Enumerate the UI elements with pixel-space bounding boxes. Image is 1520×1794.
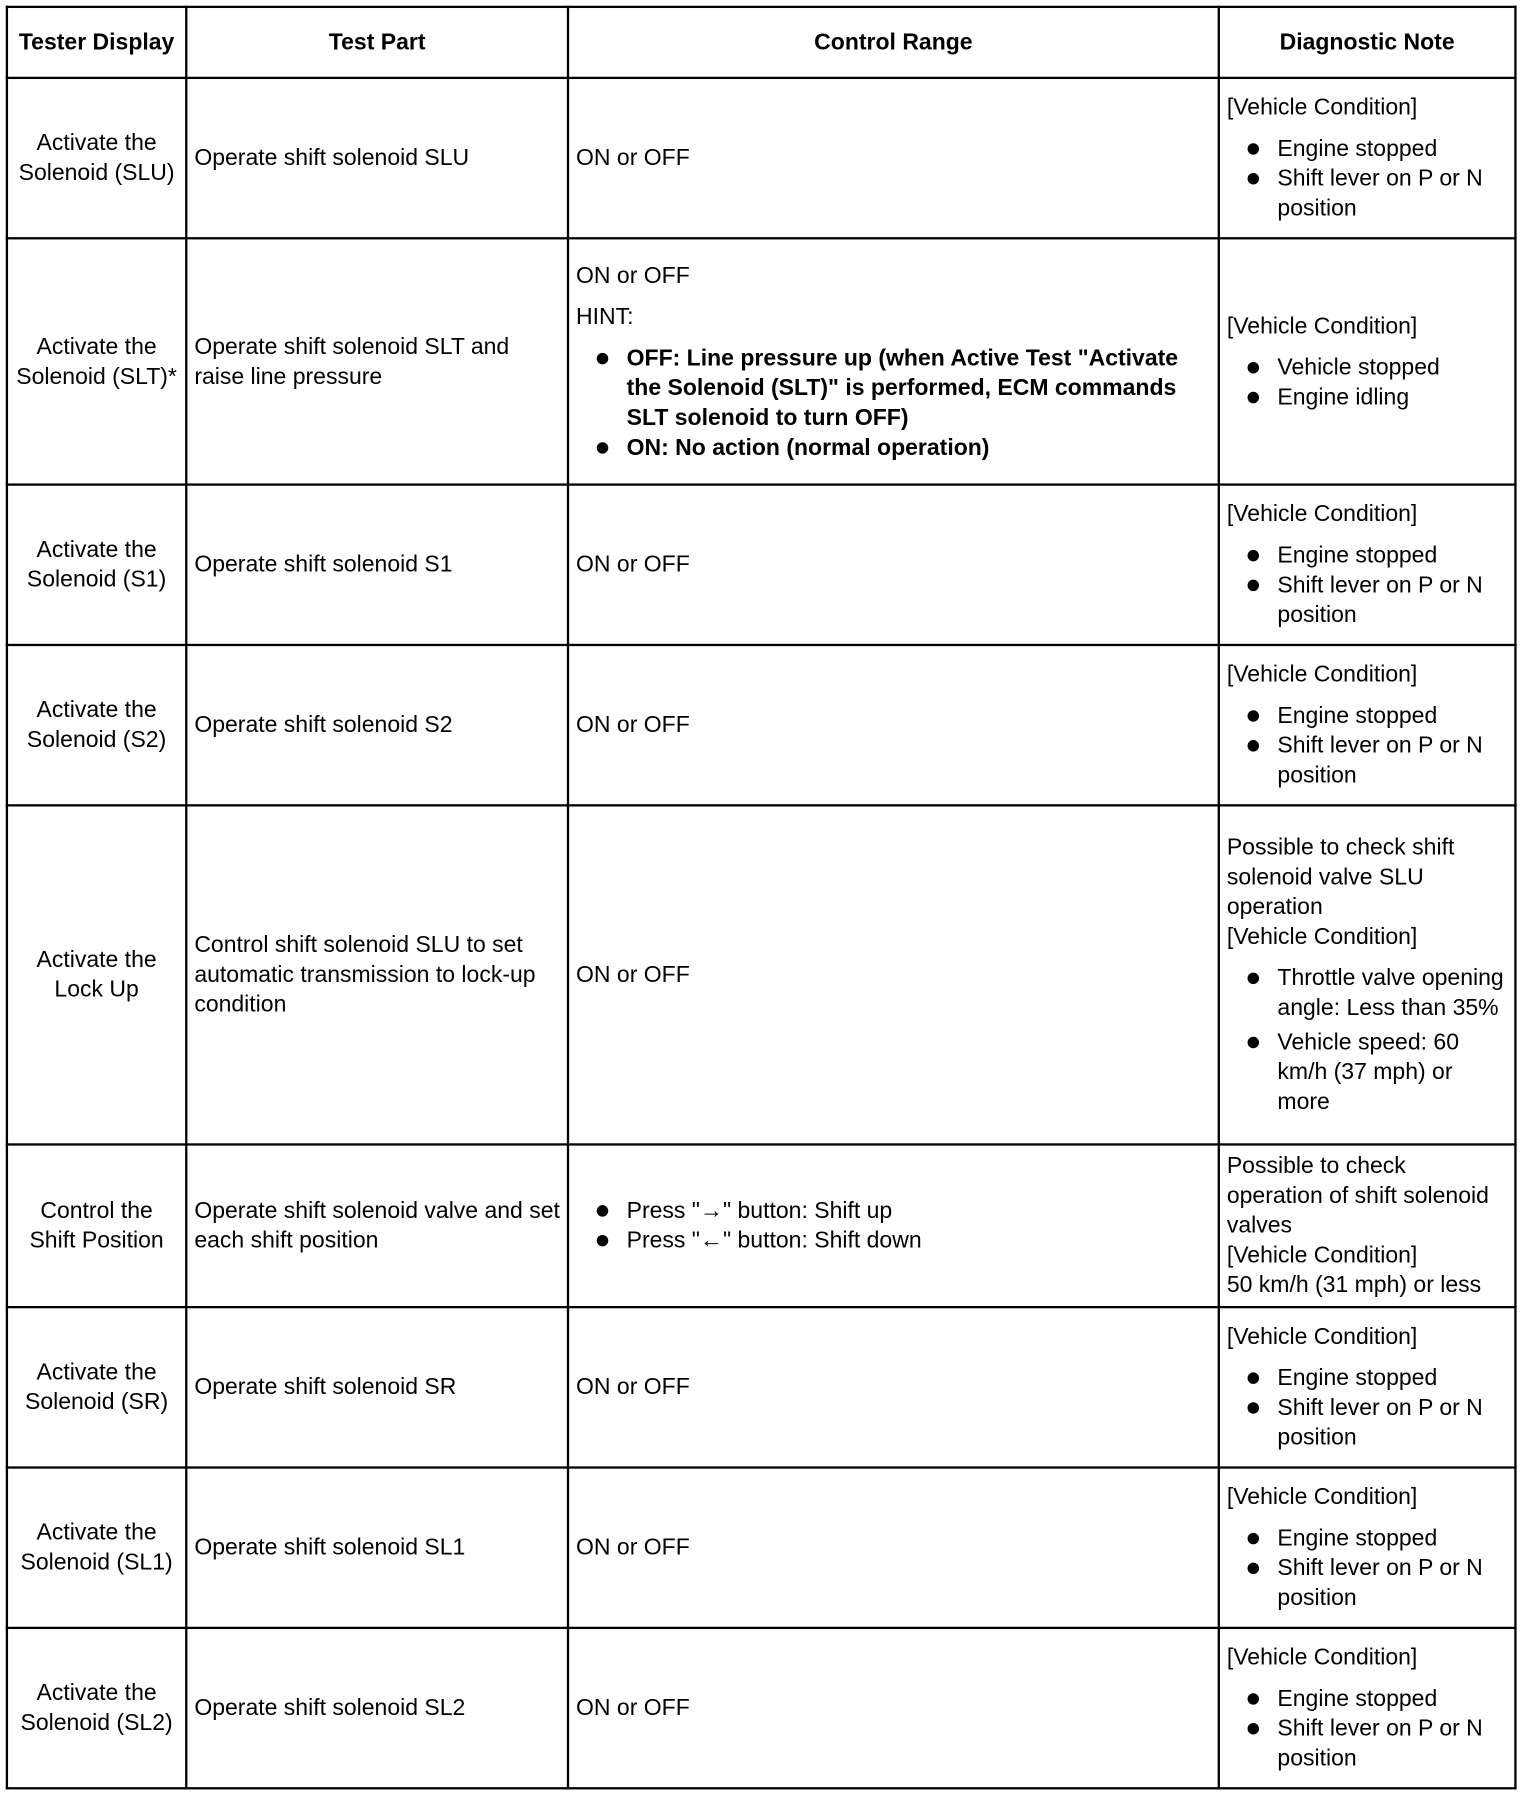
vehicle-condition-label: [Vehicle Condition] — [1226, 924, 1418, 950]
control-range-cell: ON or OFF — [568, 1468, 1219, 1628]
header-control-range: Control Range — [568, 7, 1219, 78]
active-test-table — [6, 6, 1517, 1790]
hint-label: HINT: — [576, 304, 634, 330]
diagnostic-note-cell — [1219, 805, 1516, 1144]
list-item: Throttle valve opening angle: Less than 35% — [1227, 963, 1508, 1023]
tester-display-cell: Activate the Solenoid (SL2) — [7, 1628, 186, 1788]
table-row — [7, 485, 1516, 645]
control-range-cell: ON or OFF — [568, 1628, 1219, 1788]
table-row — [7, 78, 1516, 238]
test-part-cell: Operate shift solenoid S2 — [186, 645, 568, 805]
header-row — [7, 7, 1516, 78]
list-item: Shift lever on P or N position — [1227, 1714, 1508, 1774]
list-item: Shift lever on P or N position — [1227, 731, 1508, 791]
list-item: Vehicle speed: 60 km/h (37 mph) or more — [1227, 1028, 1508, 1117]
table-row — [7, 1144, 1516, 1307]
tester-display-cell: Activate the Solenoid (SL1) — [7, 1468, 186, 1628]
note-description: Possible to check operation of shift solenoid valves — [1226, 1153, 1489, 1239]
condition-list — [1227, 352, 1508, 412]
tester-display-cell: Activate the Solenoid (SLT)* — [7, 238, 186, 484]
vehicle-condition-label: [Vehicle Condition] — [1226, 1484, 1418, 1510]
diagnostic-note-cell — [1219, 238, 1516, 484]
diagnostic-note-cell — [1219, 1468, 1516, 1628]
control-range-cell: ON or OFF — [568, 805, 1219, 1144]
tester-display-cell: Activate the Solenoid (SLU) — [7, 78, 186, 238]
vehicle-condition-label: [Vehicle Condition] — [1226, 95, 1418, 121]
condition-list — [1227, 963, 1508, 1117]
tester-display-cell: Activate the Solenoid (S2) — [7, 645, 186, 805]
header-test-part: Test Part — [186, 7, 568, 78]
list-item: Engine stopped — [1227, 1684, 1508, 1714]
test-part-cell: Operate shift solenoid SR — [186, 1307, 568, 1467]
condition-list — [1227, 701, 1508, 790]
table-row — [7, 1307, 1516, 1467]
list-item: Engine stopped — [1227, 134, 1508, 164]
condition-list — [1227, 541, 1508, 630]
tester-display-cell: Control the Shift Position — [7, 1144, 186, 1307]
test-part-cell: Operate shift solenoid SL2 — [186, 1628, 568, 1788]
control-range-cell — [568, 238, 1219, 484]
note-condition-text: 50 km/h (31 mph) or less — [1226, 1272, 1482, 1298]
control-range-cell: ON or OFF — [568, 645, 1219, 805]
test-part-cell: Operate shift solenoid SLT and raise line pressure — [186, 238, 568, 484]
control-range-cell — [568, 1144, 1219, 1307]
table-row — [7, 1468, 1516, 1628]
list-item: Press "←" button: Shift down — [576, 1226, 1211, 1256]
header-diagnostic-note: Diagnostic Note — [1219, 7, 1516, 78]
list-item: Shift lever on P or N position — [1227, 1553, 1508, 1613]
test-part-cell: Operate shift solenoid SLU — [186, 78, 568, 238]
list-item: OFF: Line pressure up (when Active Test "Activate the Solenoid (SLT)" is performed, ECM commands SLT solenoid to turn OFF) — [576, 343, 1211, 432]
list-item: Engine stopped — [1227, 1524, 1508, 1554]
table-row — [7, 1628, 1516, 1788]
list-item: Shift lever on P or N position — [1227, 1393, 1508, 1453]
table-row — [7, 645, 1516, 805]
diagnostic-note-cell — [1219, 1144, 1516, 1307]
list-item: Press "→" button: Shift up — [576, 1196, 1211, 1226]
list-item: Shift lever on P or N position — [1227, 571, 1508, 631]
condition-list — [1227, 1363, 1508, 1452]
diagnostic-note-cell — [1219, 1628, 1516, 1788]
condition-list — [1227, 1684, 1508, 1773]
table-row — [7, 238, 1516, 484]
control-range-cell: ON or OFF — [568, 78, 1219, 238]
list-item: Shift lever on P or N position — [1227, 164, 1508, 224]
test-part-cell: Operate shift solenoid SL1 — [186, 1468, 568, 1628]
vehicle-condition-label: [Vehicle Condition] — [1226, 1324, 1418, 1350]
vehicle-condition-label: [Vehicle Condition] — [1226, 313, 1418, 339]
diagnostic-note-cell — [1219, 78, 1516, 238]
list-item: Engine idling — [1227, 382, 1508, 412]
diagnostic-note-cell — [1219, 1307, 1516, 1467]
list-item: Engine stopped — [1227, 701, 1508, 731]
tester-display-cell: Activate the Lock Up — [7, 805, 186, 1144]
list-item: Engine stopped — [1227, 541, 1508, 571]
control-range-text: ON or OFF — [576, 262, 690, 289]
list-item: ON: No action (normal operation) — [576, 432, 1211, 462]
hint-list — [576, 343, 1211, 462]
list-item: Engine stopped — [1227, 1363, 1508, 1393]
note-description: Possible to check shift solenoid valve SLU operation — [1226, 835, 1455, 920]
tester-display-cell: Activate the Solenoid (S1) — [7, 485, 186, 645]
header-tester-display: Tester Display — [7, 7, 186, 78]
table-row — [7, 805, 1516, 1144]
diagnostic-note-cell — [1219, 485, 1516, 645]
vehicle-condition-label: [Vehicle Condition] — [1226, 662, 1418, 688]
list-item: Vehicle stopped — [1227, 352, 1508, 382]
condition-list — [1227, 134, 1508, 223]
shift-control-list — [576, 1196, 1211, 1256]
control-range-cell: ON or OFF — [568, 1307, 1219, 1467]
vehicle-condition-label: [Vehicle Condition] — [1226, 1242, 1418, 1269]
test-part-cell: Control shift solenoid SLU to set automatic transmission to lock-up condition — [186, 805, 568, 1144]
test-part-cell: Operate shift solenoid S1 — [186, 485, 568, 645]
control-range-cell: ON or OFF — [568, 485, 1219, 645]
tester-display-cell: Activate the Solenoid (SR) — [7, 1307, 186, 1467]
vehicle-condition-label: [Vehicle Condition] — [1226, 1645, 1418, 1671]
vehicle-condition-label: [Vehicle Condition] — [1226, 501, 1418, 527]
condition-list — [1227, 1524, 1508, 1613]
test-part-cell: Operate shift solenoid valve and set each shift position — [186, 1144, 568, 1307]
diagnostic-note-cell — [1219, 645, 1516, 805]
